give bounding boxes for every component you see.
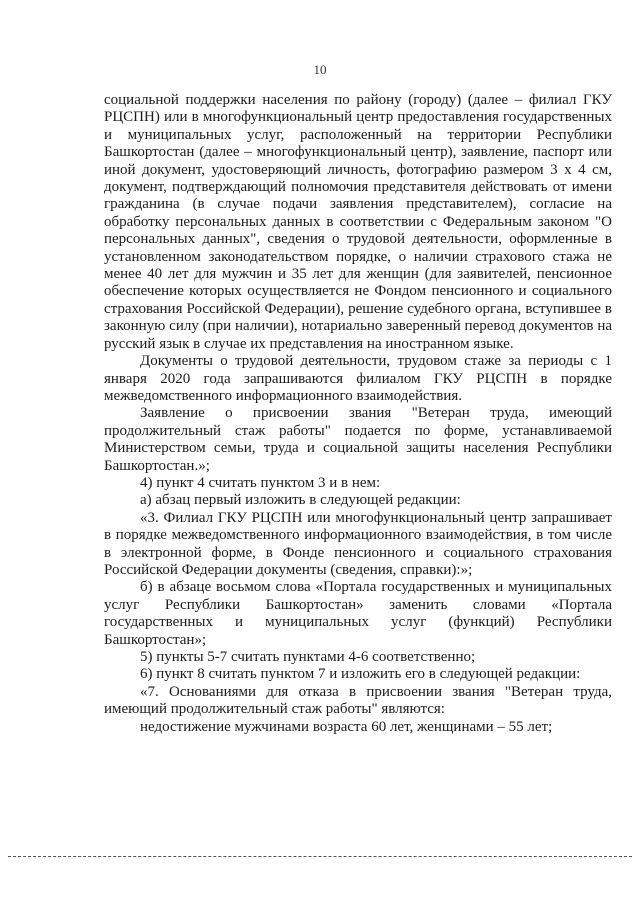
paragraph-work-documents: Документы о трудовой деятельности, трудовом стаже за периоды с 1 января 2020 года запрашиваются филиалом ГКУ РЦСПН в порядке межведомственного информационного взаимодействия.	[104, 353, 612, 404]
paragraph-application-form: Заявление о присвоении звания "Ветеран труда, имеющий продолжительный стаж работы" подается по форме, устанавливаемой Министерством семьи, труда и социальной защиты населения Республики Башкортостан.»;	[104, 405, 612, 474]
paragraph-subitem-b: б) в абзаце восьмом слова «Портала государственных и муниципальных услуг Республики Башкортостан» заменить словами «Портала государственных и муниципальных услуг (функций) Республики Башкортостан»;	[104, 579, 612, 648]
paragraph-continuation: социальной поддержки населения по району (городу) (далее – филиал ГКУ РЦСПН) или в многофункциональный центр предоставления государственных и муниципальных услуг, расположенный на территории Республики Башкортостан (далее – многофункциональный центр), заявление, паспорт или иной документ, удостоверяющий личность, фотографию размером 3 х 4 см, документ, подтверждающий полномочия представителя действовать от имени гражданина (в случае подачи заявления представителем), согласие на обработку персональных данных в соответствии с Федеральным законом "О персональных данных", сведения о трудовой деятельности, оформленные в установленном законодательством порядке, о наличии страхового стажа не менее 40 лет для мужчин и 35 лет для женщин (для заявителей, пенсионное обеспечение которых осуществляется не Фондом пенсионного и социального страхования Российской Федерации), решение судебного органа, вступившее в законную силу (при наличии), нотариально заверенный перевод документов на русский язык в случае их представления на иностранном языке.	[104, 92, 612, 352]
paragraph-item-4: 4) пункт 4 считать пунктом 3 и в нем:	[140, 474, 381, 491]
paragraph-item-5: 5) пункты 5-7 считать пунктами 4-6 соответственно;	[140, 649, 476, 665]
paragraph-clause-3: «3. Филиал ГКУ РЦСПН или многофункциональный центр запрашивает в порядке межведомственного информационного взаимодействия, в том числе в электронной форме, в Фонде пенсионного и социального страхования Российской Федерации документы (сведения, справки):»;	[104, 509, 612, 578]
footer-divider	[8, 856, 632, 857]
document-body	[104, 92, 612, 736]
paragraph-subitem-a: а) абзац первый изложить в следующей редакции:	[140, 492, 461, 509]
paragraph-clause-7: «7. Основаниями для отказа в присвоении звания "Ветеран труда, имеющий продолжительный стаж работы" являются:	[104, 683, 612, 718]
paragraph-refusal-age: недостижение мужчинами возраста 60 лет, женщинами – 55 лет;	[140, 718, 553, 735]
page-number: 10	[313, 62, 327, 77]
paragraph-item-6: 6) пункт 8 считать пунктом 7 и изложить его в следующей редакции:	[140, 666, 581, 683]
